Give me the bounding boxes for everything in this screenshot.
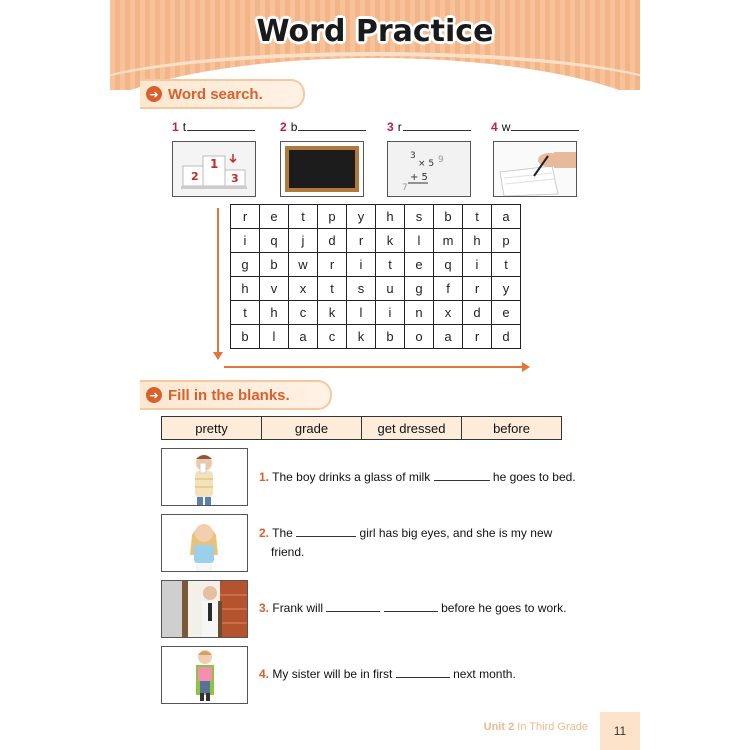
grid-cell[interactable]: w	[289, 253, 318, 277]
section-label-text: Fill in the blanks.	[168, 386, 290, 404]
svg-text:3: 3	[231, 172, 239, 185]
boy-milk-picture	[161, 448, 248, 506]
grid-row	[231, 277, 521, 301]
grid-cell[interactable]: b	[434, 205, 463, 229]
sister-picture	[161, 646, 248, 704]
footer-unit: Unit 2 In Third Grade	[483, 721, 588, 733]
grid-cell[interactable]: t	[492, 253, 521, 277]
answer-blank[interactable]	[296, 536, 356, 537]
word-bank	[161, 416, 562, 440]
sentence-2: 2. The girl has big eyes, and she is my new friend.	[259, 526, 553, 559]
answer-blank[interactable]	[384, 611, 438, 612]
svg-text:× 5: × 5	[418, 159, 435, 169]
grid-cell[interactable]: r	[318, 253, 347, 277]
grid-cell[interactable]: p	[318, 205, 347, 229]
grid-row	[231, 301, 521, 325]
grid-cell[interactable]: x	[434, 301, 463, 325]
word-search-grid	[230, 204, 521, 349]
arrow-right-icon: ➜	[146, 86, 162, 102]
section-label-text: Word search.	[168, 85, 263, 103]
grid-cell[interactable]: c	[289, 301, 318, 325]
worksheet-page	[110, 0, 640, 750]
clue-2: 2 b	[280, 120, 366, 134]
word-bank-item: before	[462, 417, 562, 440]
svg-text:+ 5: + 5	[410, 172, 428, 183]
section-word-search	[140, 79, 305, 109]
grid-cell[interactable]: k	[376, 229, 405, 253]
arrow-right-icon: ➜	[146, 387, 162, 403]
grid-cell[interactable]: s	[347, 277, 376, 301]
grid-cell[interactable]: r	[347, 229, 376, 253]
grid-cell[interactable]: t	[376, 253, 405, 277]
word-bank-item: grade	[262, 417, 362, 440]
grid-cell[interactable]: d	[492, 325, 521, 349]
answer-blank[interactable]	[298, 130, 366, 131]
svg-text:3: 3	[410, 151, 416, 161]
answer-blank[interactable]	[396, 677, 450, 678]
section-fill-blanks	[140, 380, 332, 410]
grid-cell[interactable]: l	[405, 229, 434, 253]
grid-cell[interactable]: d	[463, 301, 492, 325]
answer-blank[interactable]	[326, 611, 380, 612]
grid-cell[interactable]: l	[347, 301, 376, 325]
grid-cell[interactable]: c	[318, 325, 347, 349]
grid-cell[interactable]: p	[492, 229, 521, 253]
svg-text:1: 1	[210, 157, 219, 171]
sentence-3: 3. Frank will before he goes to work.	[259, 601, 567, 615]
page-title: Word Practice	[256, 14, 494, 49]
grid-cell[interactable]: e	[260, 205, 289, 229]
grid-cell[interactable]: e	[405, 253, 434, 277]
grid-cell[interactable]: r	[463, 277, 492, 301]
grid-cell[interactable]: u	[376, 277, 405, 301]
arithmetic-picture	[387, 141, 471, 197]
grid-cell[interactable]: e	[492, 301, 521, 325]
grid-cell[interactable]: f	[434, 277, 463, 301]
grid-row	[231, 229, 521, 253]
grid-cell[interactable]: s	[405, 205, 434, 229]
grid-cell[interactable]: t	[463, 205, 492, 229]
svg-text:7: 7	[402, 183, 408, 193]
grid-cell[interactable]: i	[347, 253, 376, 277]
svg-text:9: 9	[438, 155, 444, 165]
sentence-1: 1. The boy drinks a glass of milk he goes to bed.	[259, 470, 576, 484]
grid-row	[231, 253, 521, 277]
grid-cell[interactable]: t	[231, 301, 260, 325]
grid-cell[interactable]: h	[463, 229, 492, 253]
grid-cell[interactable]: x	[289, 277, 318, 301]
svg-text:2: 2	[191, 170, 199, 183]
grid-cell[interactable]: h	[376, 205, 405, 229]
answer-blank[interactable]	[511, 130, 579, 131]
grid-cell[interactable]: b	[376, 325, 405, 349]
grid-cell[interactable]: a	[289, 325, 318, 349]
word-bank-item: get dressed	[362, 417, 462, 440]
grid-cell[interactable]: a	[434, 325, 463, 349]
grid-cell[interactable]: i	[231, 229, 260, 253]
word-bank-item: pretty	[162, 417, 262, 440]
right-arrow	[224, 366, 524, 368]
grid-cell[interactable]: g	[405, 277, 434, 301]
grid-cell[interactable]: t	[289, 205, 318, 229]
answer-blank[interactable]	[187, 130, 255, 131]
grid-cell[interactable]: r	[463, 325, 492, 349]
grid-cell[interactable]: h	[231, 277, 260, 301]
page-number: 11	[600, 712, 640, 750]
podium-picture	[172, 141, 256, 197]
answer-blank[interactable]	[434, 480, 490, 481]
grid-cell[interactable]: q	[434, 253, 463, 277]
grid-row	[231, 205, 521, 229]
grid-row	[231, 325, 521, 349]
clue-1: 1 t	[172, 120, 255, 134]
blackboard-picture	[280, 141, 364, 197]
grid-cell[interactable]: q	[260, 229, 289, 253]
grid-cell[interactable]: j	[289, 229, 318, 253]
grid-cell[interactable]: t	[318, 277, 347, 301]
grid-cell[interactable]: m	[434, 229, 463, 253]
grid-cell[interactable]: i	[463, 253, 492, 277]
writing-picture	[493, 141, 577, 197]
grid-cell[interactable]: h	[260, 301, 289, 325]
grid-cell[interactable]: y	[347, 205, 376, 229]
grid-cell[interactable]: g	[231, 253, 260, 277]
clue-4: 4 w	[491, 120, 579, 134]
man-dressing-picture	[161, 580, 248, 638]
grid-cell[interactable]: i	[376, 301, 405, 325]
grid-cell[interactable]: b	[231, 325, 260, 349]
grid-cell[interactable]: l	[260, 325, 289, 349]
grid-cell[interactable]: b	[260, 253, 289, 277]
grid-cell[interactable]: y	[492, 277, 521, 301]
grid-cell[interactable]: k	[347, 325, 376, 349]
grid-cell[interactable]: r	[231, 205, 260, 229]
grid-cell[interactable]: d	[318, 229, 347, 253]
girl-picture	[161, 514, 248, 572]
grid-cell[interactable]: n	[405, 301, 434, 325]
grid-cell[interactable]: o	[405, 325, 434, 349]
clue-3: 3 r	[387, 120, 471, 134]
down-arrow	[217, 208, 219, 354]
grid-cell[interactable]: a	[492, 205, 521, 229]
grid-cell[interactable]: k	[318, 301, 347, 325]
answer-blank[interactable]	[403, 130, 471, 131]
grid-cell[interactable]: v	[260, 277, 289, 301]
sentence-4: 4. My sister will be in first next month.	[259, 667, 516, 681]
